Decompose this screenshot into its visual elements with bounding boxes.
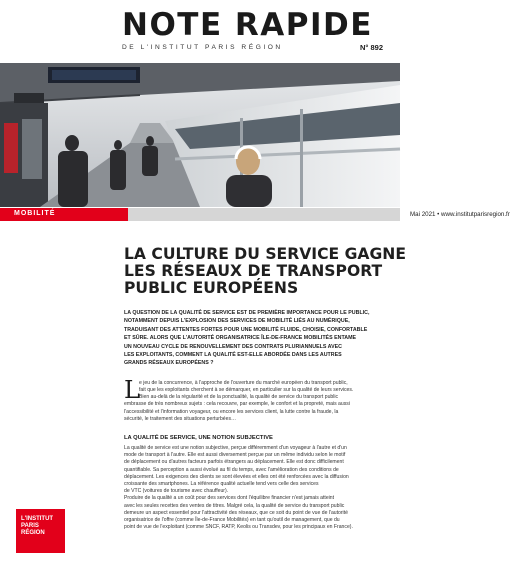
institut-logo (16, 509, 65, 553)
lead-line: LA QUESTION DE LA QUALITÉ DE SERVICE EST DE PREMIÈRE IMPORTANCE POUR LE PUBLIC, (124, 310, 370, 316)
body-line: Produire de la qualité a un coût pour des services dont l'équilibre financier n'est jamais atteint (124, 495, 335, 502)
lead-line: NOTAMMENT DEPUIS L'EXPLOSION DES SERVICES DE MOBILITÉ LIÉS AU NUMÉRIQUE, (124, 318, 350, 325)
body-line: quantifiable. Sa perception a aussi évolué au fil du temps, avec l'amélioration des conditions de (124, 466, 339, 473)
body-line: avec les seules recettes des ventes de titres. Malgré cela, la qualité de service du transport public (124, 502, 345, 509)
body-line: de déplacement ou d'autres facteurs parfois étrangers au déplacement. Elle est donc difficilement (124, 459, 344, 466)
intro-paragraph (124, 375, 392, 423)
photo-illustration (0, 63, 400, 207)
body-line: de VTC (voitures de tourisme avec chauffeur). (124, 488, 229, 495)
logo-line: RÉGION (21, 530, 45, 537)
body-line: sécurité, le traitement des situations perturbées… (124, 415, 237, 422)
lead-line: TRADUISANT DES ATTENTES FORTES POUR UNE MOBILITÉ FLUIDE, CHOISIE, CONFORTABLE (124, 326, 368, 333)
body-line: La qualité de service est une notion subjective, perçue différemment d'un voyageur à l'autre et d'un (124, 445, 347, 452)
publication-subtitle: DE L'INSTITUT PARIS RÉGION (122, 44, 283, 51)
category-band (0, 208, 510, 221)
issue-number: N° 892 (360, 43, 384, 52)
category-label: MOBILITÉ (14, 210, 56, 217)
lead-paragraph (124, 309, 392, 368)
body-line: croissante des smartphones. La référence qualité actuelle tend vers celle des services (124, 481, 319, 488)
headline-line: PUBLIC EUROPÉENS (124, 279, 299, 297)
lead-line: LES EXPLOITANTS, COMMENT LA QUALITÉ EST-ELLE ABORDÉE DANS LES AUTRES (124, 352, 342, 359)
section-heading: LA QUALITÉ DE SERVICE, UNE NOTION SUBJECTIVE (124, 435, 273, 442)
publication-title: NOTE RAPIDE (122, 7, 373, 43)
metro-platform-photo (0, 63, 400, 207)
body-line: demeure un aspect essentiel pour l'attractivité des réseaux, que ce soit du point de vue de l'autorité (124, 509, 348, 516)
headline-line: LES RÉSEAUX DE TRANSPORT (124, 262, 383, 280)
lead-line: ET SÛRE. ALORS QUE L'AUTORITÉ ORGANISATRICE ÎLE-DE-FRANCE MOBILITÉS ENTAME (124, 335, 357, 342)
body-line: e jeu de la concurrence, à l'approche de l'ouverture du marché européen du transport public, (139, 379, 348, 386)
logo-line: PARIS (21, 523, 39, 530)
logo-line: L'INSTITUT (21, 516, 54, 522)
date-url-text: Mai 2021 • www.institutparisregion.fr (410, 211, 510, 218)
body-line: organisatrice de l'offre (comme Île-de-France Mobilités) en tant qu'outil de management, que du (124, 517, 340, 524)
lead-line: GRANDS RÉSEAUX EUROPÉENS ? (124, 360, 214, 367)
body-line: l'accessibilité et l'information voyageur, ou encore les services client, la lutte contre la fraude, la (124, 408, 339, 415)
body-line: fait que les exploitants cherchent à se démarquer, en particulier sur la qualité de leurs services. (139, 387, 354, 394)
body-line: point de vue de l'exploitant (comme SNCF, RATP, Keolis ou Transdev, pour les principaux en France). (124, 524, 353, 531)
headline-line: LA CULTURE DU SERVICE GAGNE (124, 245, 406, 263)
body-line: Bien au-delà de la régularité et de la ponctualité, la qualité de service du transport public (139, 394, 339, 401)
date-bar (128, 208, 510, 221)
drop-cap: L (124, 375, 140, 404)
body-line: mode de transport à l'autre. Elle est aussi diversement perçue par un même individu selon le motif (124, 452, 346, 459)
body-line: déplacement. Les exigences des clients se sont élevées et elles ont été renforcées avec la diffusion (124, 473, 349, 480)
lead-line: UN NOUVEAU CYCLE DE RENOUVELLEMENT DES CONTRATS PLURIANNUELS AVEC (124, 343, 342, 350)
body-line: embrasse de très nombreux sujets : cela recouvre, par exemple, le confort et la propreté, mais aussi (124, 401, 350, 408)
category-tag (0, 208, 128, 221)
headline (124, 245, 406, 297)
section-paragraph (124, 445, 392, 531)
masthead (0, 0, 400, 62)
article (124, 228, 406, 532)
